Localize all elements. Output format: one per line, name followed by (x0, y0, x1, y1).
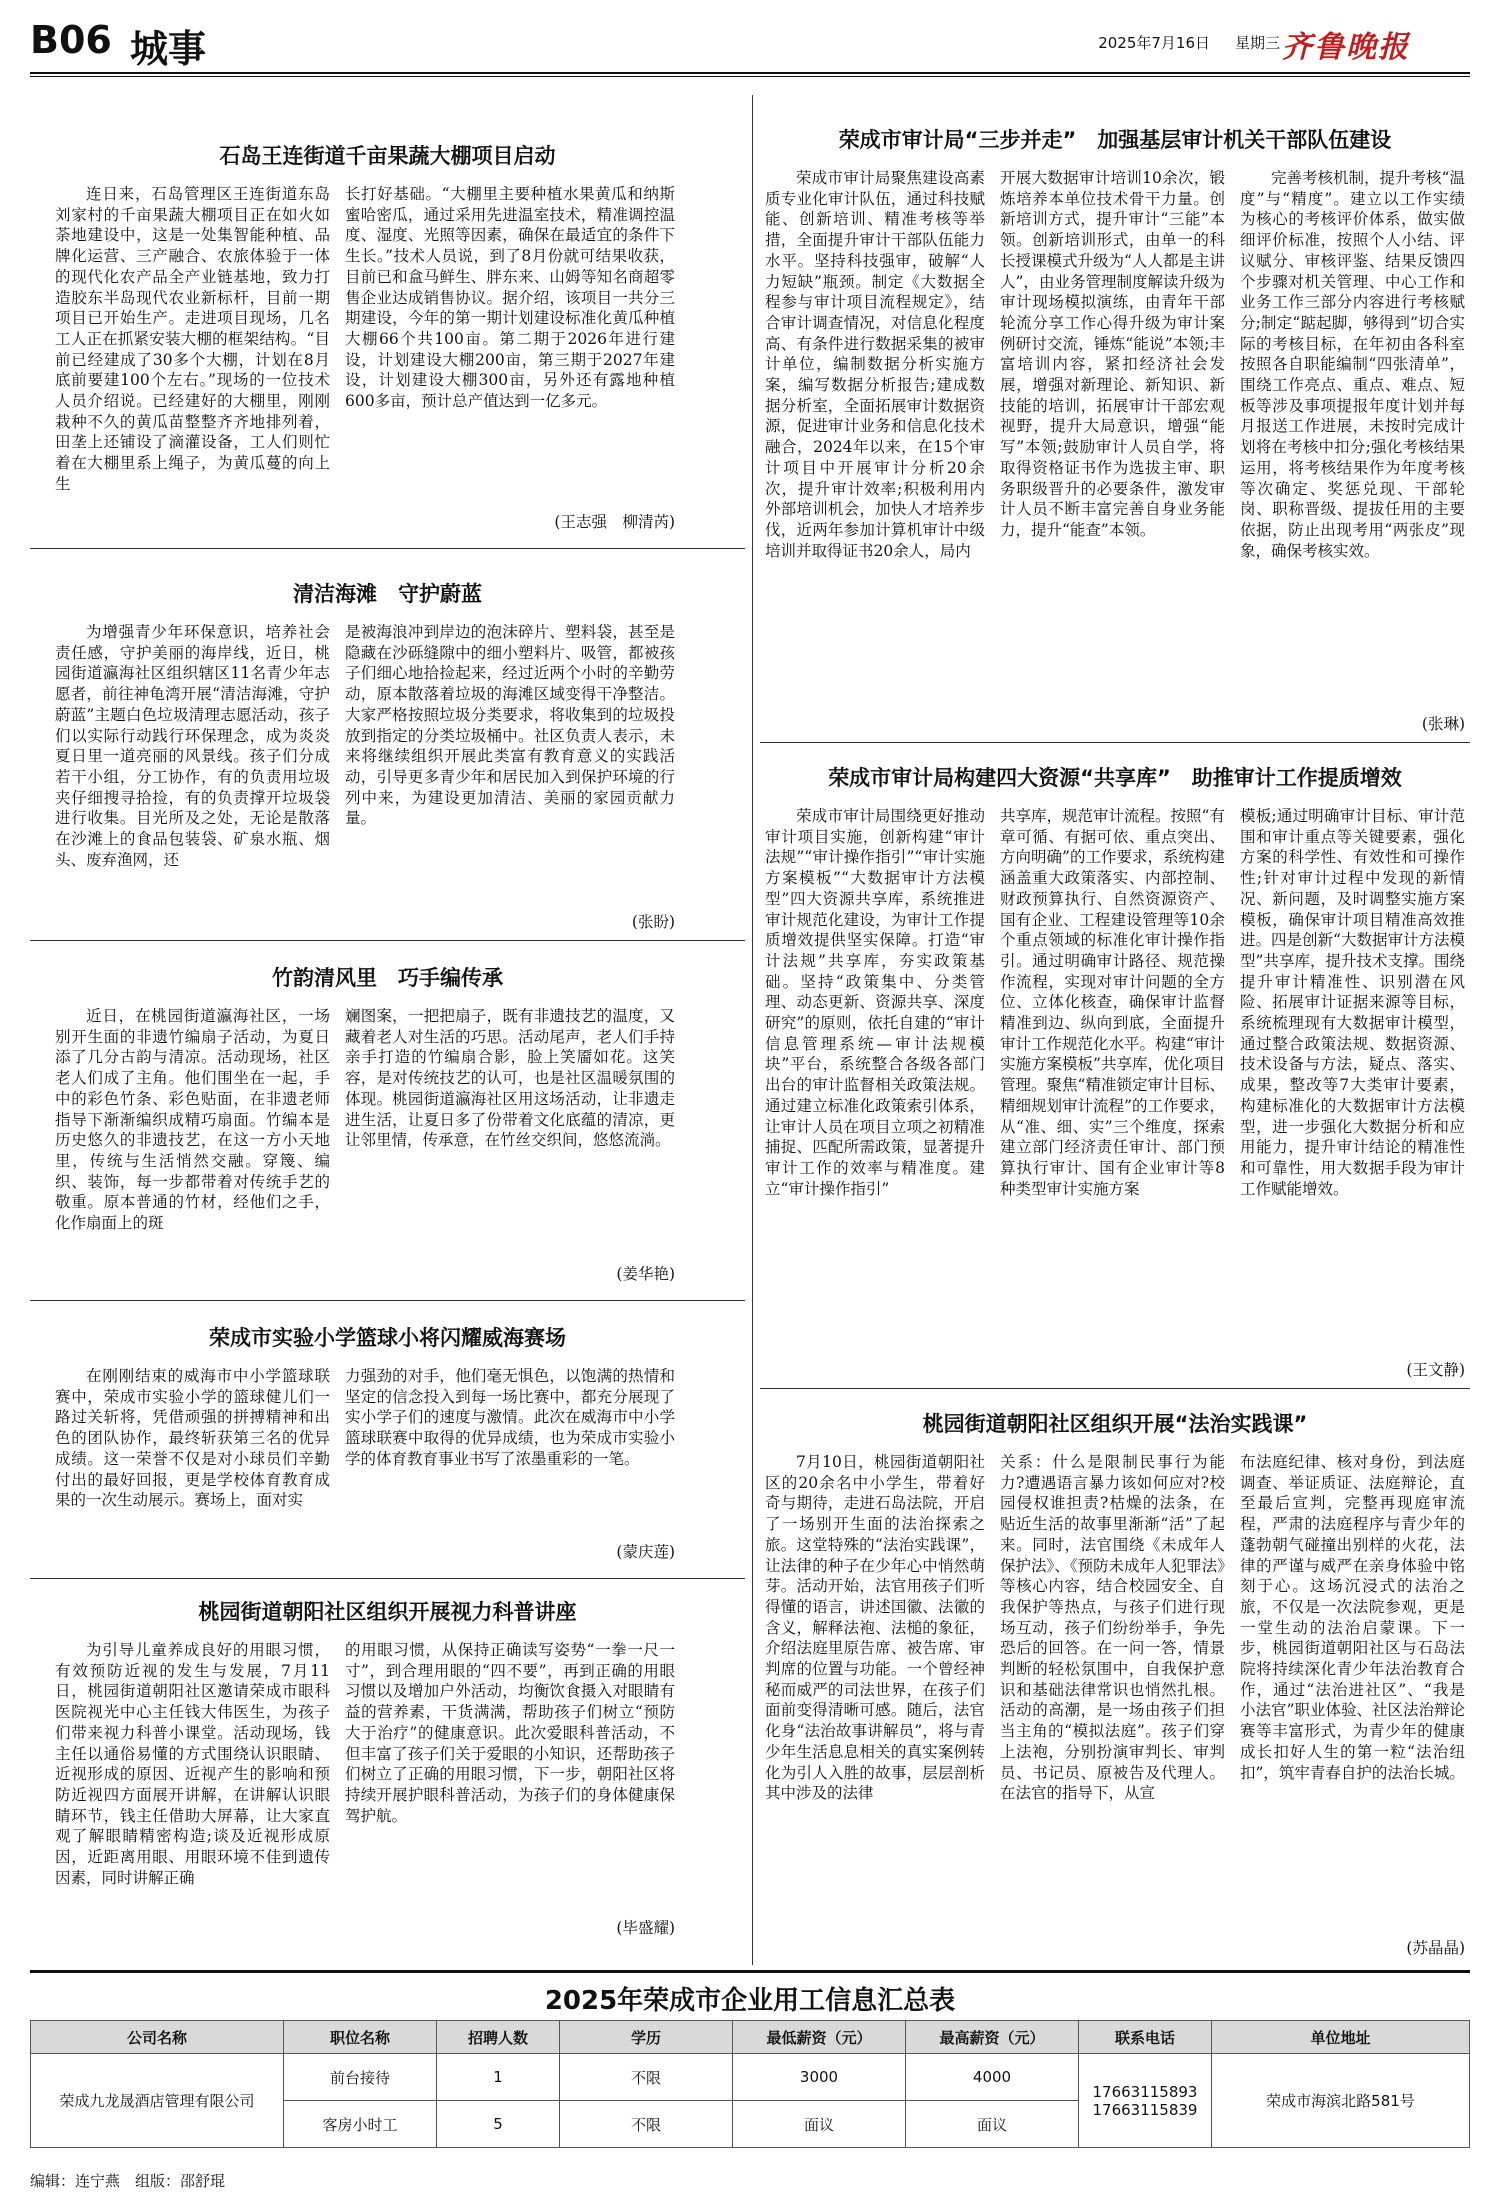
article-text: 完善考核机制，提升考核“温度”与“精度”。建立以工作实绩为核心的考核评价体系，做实做细评价标准，按照个人小结、评议赋分、审核评鉴、结果反馈四个步骤对机关管理、中心工作和业务工作三部分内容进行考核赋分;制定“踮起脚，够得到”切合实际的考核目标，在年初由各科室按照各自职能编制“四张清单”，围绕工作亮点、重点、难点、短板等涉及事项提报年度计划并每月报送工作进展，未按时完成计划将在考核中扣分;强化考核结果运用，将考核结果作为年度考核等次确定、奖惩兑现、干部轮岗、职称晋级、提拔任用的主要依据，防止出现考用“两张皮”现象，确保考核实效。 (1240, 169, 1465, 560)
article-title: 桃园街道朝阳社区组织开展“法治实践课” (922, 1412, 1308, 1436)
article-body (345, 622, 675, 912)
column-header: 最高薪资（元） (906, 2021, 1079, 2054)
article-body (1240, 168, 1465, 708)
education: 不限 (560, 2101, 733, 2148)
article-title: 荣成市审计局“三步并走” 加强基层审计机关干部队伍建设 (838, 128, 1392, 152)
contact-phone (1079, 2054, 1212, 2148)
company-address: 荣成市海滨北路581号 (1212, 2054, 1470, 2148)
column-divider (752, 95, 753, 1965)
article-text: 为引导儿童养成良好的用眼习惯，有效预防近视的发生与发展，7月11日，桃园街道朝阳社区邀请荣成市眼科医院视光中心主任钱大伟医生，为孩子们带来视力科普小课堂。活动现场，钱主任以通俗易懂的方式围绕认识眼睛、近视形成的原因、近视产生的影响和预防近视四方面展开讲解，在讲解认识眼睛环节，钱主任借助大屏幕，让大家直观了解眼睛精密构造;谈及近视形成原因，近距离用眼、用眼环境不佳到遗传因素，同时讲解正确 (55, 1641, 330, 1887)
column-header: 最低薪资（元） (733, 2021, 906, 2054)
column-header: 学历 (560, 2021, 733, 2054)
article-author: (苏晶晶) (1406, 1939, 1465, 1957)
article-title: 清洁海滩 守护蔚蓝 (293, 582, 482, 606)
jobs-table (30, 2020, 1470, 2148)
column-header: 公司名称 (31, 2021, 284, 2054)
article-body (345, 184, 675, 494)
min-salary: 面议 (733, 2101, 906, 2148)
column-header: 联系电话 (1079, 2021, 1212, 2054)
editor-credit: 编辑：连宁燕 组版：邵舒琨 (30, 2172, 226, 2190)
position-name: 客房小时工 (284, 2101, 437, 2148)
article-author: (蒙庆莲) (616, 1543, 675, 1561)
article-author: (姜华艳) (616, 1265, 675, 1283)
column-header: 单位地址 (1212, 2021, 1470, 2054)
page-header (30, 18, 1470, 70)
article-body (55, 622, 330, 912)
header-rule-thin (30, 76, 1470, 77)
table-top-rule (30, 1970, 1470, 1973)
article-body (765, 806, 985, 1376)
article-body (345, 1006, 675, 1256)
article-text: 荣成市审计局聚焦建设高素质专业化审计队伍，通过科技赋能、创新培训、精准考核等举措，全面提升审计干部队伍能力水平。坚持科技强审，破解“人力短缺”瓶颈。制定《大数据全程参与审计项目流程规定》，结合审计调查情况，对信息化程度高、有条件进行数据采集的被审计单位，编制数据分析实施方案，编写数据分析报告;建成数据分析室，全面拓展审计数据资源，促进审计业务和信息化技术融合，2024年以来，在15个审计项目中开展审计分析20余次，提升审计效率;积极利用内外部培训机会，加快人才培养步伐，近两年参加计算机审计中级培训并取得证书20余人，局内 (765, 169, 985, 560)
article-text: 的用眼习惯，从保持正确读写姿势“一拳一尺一寸”，到合理用眼的“四不要”，再到正确的用眼习惯以及增加户外活动，均衡饮食摄入对眼睛有益的营养素，干货满满，帮助孩子们树立“预防大于治疗”的健康意识。此次爱眼科普活动，不但丰富了孩子们关于爱眼的小知识，还帮助孩子们树立了正确的用眼习惯，下一步，朝阳社区将持续开展护眼科普活动，为孩子们的身体健康保驾护航。 (345, 1641, 675, 1825)
article-body (1000, 806, 1225, 1376)
article-author: (张盼) (631, 913, 675, 931)
issue-weekday: 星期三 (1234, 34, 1280, 52)
headcount: 1 (437, 2054, 560, 2101)
article-text: 力强劲的对手，他们毫无惧色，以饱满的热情和坚定的信念投入到每一场比赛中，都充分展现了实小学子们的速度与激情。此次在威海市中小学篮球联赛中取得的优异成绩，也为荣成市实验小学的体育教育事业书写了浓墨重彩的一笔。 (345, 1367, 675, 1468)
article-text: 布法庭纪律、核对身份，到法庭调查、举证质证、法庭辩论，直至最后宣判，完整再现庭审流程，严肃的法庭程序与青少年的蓬勃朝气碰撞出别样的火花，法律的严谨与威严在亲身体验中铭刻于心。这场沉浸式的法治之旅，不仅是一次法院参观，更是一堂生动的法治启蒙课。下一步，桃园街道朝阳社区与石岛法院将持续深化青少年法治教育合作，通过“法治进社区”、“我是小法官”职业体验、社区法治辩论赛等丰富形式，为青少年的健康成长扣好人生的第一粒“法治纽扣”，筑牢青春自护的法治长城。 (1240, 1453, 1465, 1782)
article-text: 7月10日，桃园街道朝阳社区的20余名中小学生，带着好奇与期待，走进石岛法院，开启了一场别开生面的法治探索之旅。这堂特殊的“法治实践课”，让法律的种子在少年心中悄然萌芽。活动开始，法官用孩子们听得懂的语言，讲述国徽、法徽的含义，解释法袍、法槌的象征，介绍法庭里原告席、被告席、审判席的位置与功能。一个曾经神秘而威严的司法世界，在孩子们面前变得清晰可感。随后，法官化身“法治故事讲解员”，将与青少年生活息息相关的真实案例转化为引人入胜的故事，层层剖析其中涉及的法律 (765, 1453, 985, 1803)
article-divider (30, 1578, 745, 1579)
position-name: 前台接待 (284, 2054, 437, 2101)
article-divider (30, 940, 745, 941)
table-row (31, 2054, 1470, 2101)
table-title: 2025年荣成市企业用工信息汇总表 (544, 1986, 956, 2016)
article-text: 模板;通过明确审计目标、审计范围和审计重点等关键要素，强化方案的科学性、有效性和可操作性;针对审计过程中发现的新情况、新问题，及时调整实施方案模板，确保审计项目精准高效推进。四是创新“大数据审计方法模型”共享库，提升技术支撑。围绕提升审计精准性、识别潜在风险、拓展审计证据来源等目标，系统梳理现有大数据审计模型，通过整合政策法规、数据资源、技术设备与方法，疑点、落实、成果，整改等7大类审计要素，构建标准化的大数据审计方法模型，进一步强化大数据分析和应用能力，提升审计结论的精准性和可靠性，用大数据手段为审计工作赋能增效。 (1240, 807, 1465, 1198)
article-body (55, 1006, 330, 1256)
table-header-row (31, 2021, 1470, 2054)
phone-number: 17663115893 (1092, 2082, 1198, 2101)
article-text: 近日，在桃园街道瀛海社区，一场别开生面的非遗竹编扇子活动，为夏日添了几分古韵与清凉。活动现场，社区老人们成了主角。他们围坐在一起，手中的彩色竹条、彩色贴面，在非遗老师指导下渐渐编织成精巧扇面。竹编本是历史悠久的非遗技艺，在这一方小天地里，传统与生活悄然交融。穿篾、编织、装饰，每一步都带着对传统手艺的敬重。原本普通的竹材，经他们之手，化作扇面上的斑 (55, 1007, 330, 1233)
article-body (1240, 1452, 1465, 1932)
article-body (765, 168, 985, 728)
article-body (1000, 168, 1225, 728)
article-text: 斓图案，一把把扇子，既有非遗技艺的温度，又藏着老人对生活的巧思。活动尾声，老人们手持亲手打造的竹编扇合影，脸上笑靥如花。这笑容，是对传统技艺的认可，也是社区温暖氛围的体现。桃园街道瀛海社区用这场活动，让非遗走进生活，让夏日多了份带着文化底蕴的清凉，更让邻里情，传承意，在竹丝交织间，悠悠流淌。 (345, 1007, 675, 1150)
max-salary: 4000 (906, 2054, 1079, 2101)
article-divider (760, 742, 1470, 743)
article-body (765, 1452, 985, 1952)
page-number: B06 (30, 18, 112, 62)
min-salary: 3000 (733, 2054, 906, 2101)
section-name: 城事 (130, 27, 207, 71)
article-divider (30, 548, 745, 549)
article-author: (毕盛耀) (616, 1919, 675, 1937)
article-title: 竹韵清风里 巧手编传承 (272, 966, 503, 990)
article-body (55, 184, 330, 494)
article-author: (王志强 柳清芮) (554, 513, 675, 531)
article-text: 长打好基础。“大棚里主要种植水果黄瓜和纳斯蜜哈密瓜，通过采用先进温室技术，精准调控温度、湿度、光照等因素，确保在最适宜的条件下生长。”技术人员说，到了8月份就可结果收获，目前已和盒马鲜生、胖东来、山姆等知名商超零售企业达成销售协议。据介绍，该项目一共分三期建设，今年的第一期计划建设标准化黄瓜种植大棚66个共100亩。第二期于2026年进行建设，计划建设大棚200亩，第三期于2027年建设，计划建设大棚300亩，另外还有露地种植600多亩，预计总产值达到一亿多元。 (345, 185, 675, 411)
issue-date: 2025年7月16日 (1098, 34, 1210, 52)
article-body (345, 1640, 675, 1910)
headcount: 5 (437, 2101, 560, 2148)
article-text: 连日来，石岛管理区王连街道东岛刘家村的千亩果蔬大棚项目正在如火如荼地建设中，这是一处集智能种植、品牌化运营、三产融合、农旅体验于一体的现代化农产品全产业链基地，致力打造胶东半岛现代农业新标杆，目前一期项目已开始生产。走进项目现场，几名工人正在抓紧安装大棚的框架结构。“目前已经建成了30多个大棚，计划在8月底前要建100个左右。”现场的一位技术人员介绍说。已经建好的大棚里，刚刚栽种不久的黄瓜苗整整齐齐地排列着，田垄上还铺设了滴灌设备，工人们则忙着在大棚里系上绳子，为黄瓜蔓的向上生 (55, 185, 330, 493)
article-text: 关系：什么是限制民事行为能力?遭遇语言暴力该如何应对?校园侵权谁担责?枯燥的法条，在贴近生活的故事里渐渐“活”了起来。同时，法官围绕《未成年人保护法》、《预防未成年人犯罪法》等核心内容，结合校园安全、自我保护等热点，与孩子们进行现场互动，孩子们纷纷举手，争先恐后的回答。在一问一答，情景判断的轻松氛围中，自我保护意识和基础法律常识也悄然扎根。活动的高潮，是一场由孩子们担当主角的“模拟法庭”。孩子们穿上法袍，分别扮演审判长、审判员、书记员、原被告及代理人。在法官的指导下，从宣 (1000, 1453, 1225, 1803)
max-salary: 面议 (906, 2101, 1079, 2148)
company-name: 荣成九龙晟酒店管理有限公司 (31, 2054, 284, 2148)
article-title: 桃园街道朝阳社区组织开展视力科普讲座 (198, 1600, 577, 1624)
article-body (345, 1366, 675, 1536)
education: 不限 (560, 2054, 733, 2101)
article-text: 在刚刚结束的威海市中小学篮球联赛中，荣成市实验小学的篮球健儿们一路过关斩将，凭借顽强的拼搏精神和出色的团队协作，最终斩获第三名的优异成绩。这一荣誉不仅是对小球员们辛勤付出的最好回报，更是学校体育教育成果的一次生动展示。赛场上，面对实 (55, 1367, 330, 1510)
article-text: 开展大数据审计培训10余次，锻炼培养本单位技术骨干力量。创新培训方式，提升审计“三能”本领。创新培训形式，由单一的科长授课模式升级为“人人都是主讲人”，由业务管理制度解读升级为审计现场模拟演练，由青年干部轮流分享工作心得升级为审计案例研讨交流，锤炼“能说”本领;丰富培训内容，紧扣经济社会发展，增强对新理论、新知识、新技能的培训，拓展审计干部宏观视野，提升大局意识，增强“能写”本领;鼓励审计人员自学，将取得资格证书作为选拔主审、职务职级晋升的必要条件，激发审计人员不断丰富完善自身业务能力，提升“能查”本领。 (1000, 169, 1225, 539)
paper-logo: 齐鲁晚报 (1282, 30, 1410, 65)
article-body (55, 1366, 330, 1536)
article-body (1240, 806, 1465, 1356)
article-author: (张琳) (1421, 715, 1465, 733)
column-header: 招聘人数 (437, 2021, 560, 2054)
header-rule (30, 72, 1470, 74)
article-text: 为增强青少年环保意识，培养社会责任感，守护美丽的海岸线，近日，桃园街道瀛海社区组织辖区11名青少年志愿者，前往神龟湾开展“清洁海滩，守护蔚蓝”主题白色垃圾清理志愿活动，孩子们以实际行动践行环保理念，成为炎炎夏日里一道亮丽的风景线。孩子们分成若干小组，分工协作，有的负责用垃圾夹仔细搜寻拾捡，有的负责撑开垃圾袋进行收集。目光所及之处，无论是散落在沙滩上的食品包装袋、矿泉水瓶、烟头、废弃渔网，还 (55, 623, 330, 869)
article-text: 共享库，规范审计流程。按照“有章可循、有据可依、重点突出、方向明确”的工作要求，系统构建涵盖重大政策落实、内部控制、财政预算执行、自然资源资产、国有企业、工程建设管理等10余个重点领域的标准化审计操作指引。通过明确审计路径、规范操作流程，实现对审计问题的全方位、立体化核查，确保审计监督精准到边、纵向到底，全面提升审计工作规范化水平。构建“审计实施方案模板”共享库，优化项目管理。聚焦“精准锁定审计目标、精细规划审计流程”的工作要求，从“准、细、实”三个维度，探索建立部门经济责任审计、部门预算执行审计、国有企业审计等8种类型审计实施方案 (1000, 807, 1225, 1198)
article-title: 荣成市实验小学篮球小将闪耀威海赛场 (209, 1326, 566, 1350)
article-text: 是被海浪冲到岸边的泡沫碎片、塑料袋，甚至是隐藏在沙砾缝隙中的细小塑料片、吸管，都被孩子们细心地拾捡起来，经过近两个小时的辛勤劳动，原本散落着垃圾的海滩区域变得干净整洁。大家严格按照垃圾分类要求，将收集到的垃圾投放到指定的分类垃圾桶中。社区负责人表示，未来将继续组织开展此类富有教育意义的实践活动，引导更多青少年和居民加入到保护环境的行列中来，为建设更加清洁、美丽的家园贡献力量。 (345, 623, 675, 828)
phone-number: 17663115839 (1092, 2100, 1198, 2119)
article-text: 荣成市审计局围绕更好推动审计项目实施，创新构建“审计法规”“审计操作指引”“审计实施方案模板”“大数据审计方法模型”四大资源共享库，系统推进审计规范化建设，为审计工作提质增效提供坚实保障。打造“审计法规”共享库，夯实政策基础。坚持“政策集中、分类管理、动态更新、资源共享、深度研究”的原则，依托自建的“审计信息管理系统—审计法规模块”平台，系统整合各级各部门出台的审计监督相关政策法规。通过建立标准化政策索引体系，让审计人员在项目立项之初精准捕捉、匹配所需政策，显著提升审计工作的效率与精准度。建立“审计操作指引” (765, 807, 985, 1198)
article-divider (760, 1388, 1470, 1389)
article-body (55, 1640, 330, 1940)
column-header: 职位名称 (284, 2021, 437, 2054)
article-author: (王文静) (1406, 1361, 1465, 1379)
article-divider (30, 1300, 745, 1301)
article-title: 荣成市审计局构建四大资源“共享库” 助推审计工作提质增效 (828, 766, 1402, 790)
article-title: 石岛王连街道千亩果蔬大棚项目启动 (219, 144, 556, 168)
article-body (1000, 1452, 1225, 1952)
